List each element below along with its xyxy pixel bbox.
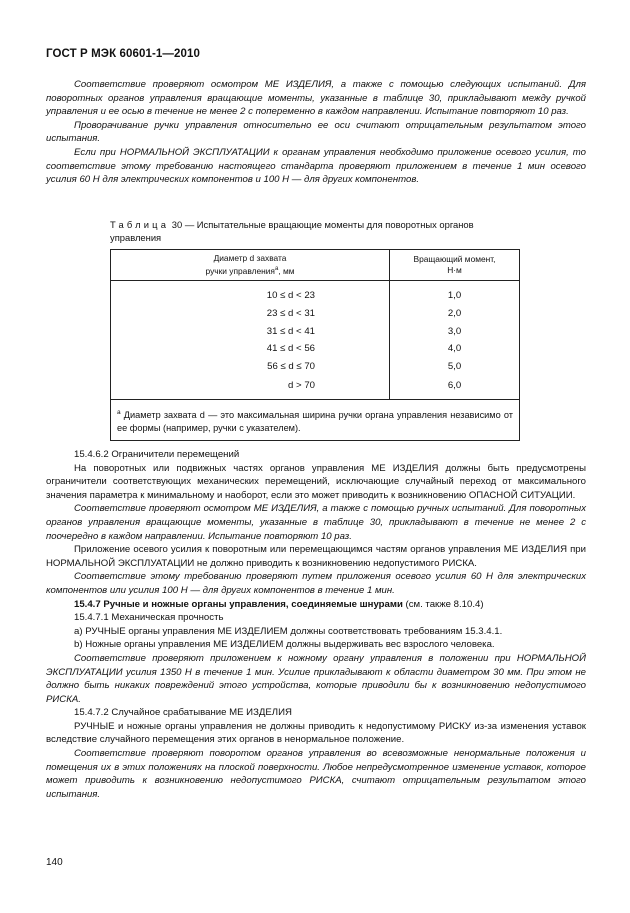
table-cell-torque: 5,0 (390, 358, 520, 376)
intro-section (46, 78, 586, 187)
table-header-diameter (111, 250, 390, 281)
table-row (111, 305, 520, 323)
table-cell-range: d > 70 (111, 375, 390, 400)
intro-paragraph-3: Если при НОРМАЛЬНОЙ ЭКСПЛУАТАЦИИ к органам управления необходимо приложение осевого усилия, то соответствие этому требованию настоящего стандарта проверяют приложением в течение 1 мин осевого усилия 60 Н для электрических компонентов и 100 Н — для других компонентов. (46, 146, 586, 186)
section-paragraph: На поворотных или подвижных частях органов управления МЕ ИЗДЕЛИЯ должны быть предусмотрены ограничители соответствующих механических перемещений, исключающие случайный переход от максимального значения параметра к минимальному и наоборот, если это может приводить к возникновению ОПАСНОЙ СИТУАЦИИ. (46, 462, 586, 501)
footnote-text: Диаметр захвата d — это максимальная ширина ручки органа управления независимо от ее формы (например, ручки с указателем). (117, 410, 513, 434)
page-number: 140 (46, 857, 63, 868)
table-caption-text: 30 — Испытательные вращающие моменты для поворотных органов управления (110, 219, 474, 243)
heading-bold-text: 15.4.7 Ручные и ножные органы управления, соединяемые шнурами (74, 598, 403, 610)
table-row (111, 358, 520, 376)
table-cell-torque: 1,0 (390, 281, 520, 306)
section-paragraph: Соответствие проверяют осмотром МЕ ИЗДЕЛИЯ, а также с помощью ручных испытаний. Для поворотных органов управления вращающие моменты, указанные в таблице 30, прикладывают в течение не менее 2 с поочередно в каждом направлении. Испытание повторяют 10 раз. (46, 503, 586, 542)
table-footnote (111, 400, 520, 441)
list-item-b: b) Ножные органы управления МЕ ИЗДЕЛИЕМ должны выдерживать вес взрослого человека. (74, 639, 495, 651)
header-torque-line1: Вращающий момент, (413, 253, 496, 264)
table-row (111, 281, 520, 306)
table-cell-range: 56 ≤ d ≤ 70 (111, 358, 390, 376)
section-paragraph: Соответствие проверяют приложением к ножному органу управления в положении при НОРМАЛЬНОЙ ЭКСПЛУАТАЦИИ усилия 1350 Н в течение 1 мин. Усилие прикладывают к области диаметром 30 мм. При этом не должно быть никаких повреждений этого устройства, которые приводили бы к возникновению недопустимого РИСКА. (46, 652, 586, 705)
table-caption-label: Таблица (110, 219, 170, 230)
table-cell-range: 23 ≤ d < 31 (111, 305, 390, 323)
table-cell-torque: 4,0 (390, 340, 520, 358)
table-row (111, 323, 520, 341)
table-cell-range: 10 ≤ d < 23 (111, 281, 390, 306)
section-paragraph: Соответствие проверяют поворотом органов управления во всевозможные ненормальные положения и помещения их в этих положениях на плоской поверхности. Любое непредусмотренное изменение уставок, которое может приводить к возникновению недопустимого РИСКА, считают отрицательным результатом этого испытания. (46, 748, 586, 800)
section-heading-15-4-7-2: 15.4.7.2 Случайное срабатывание МЕ ИЗДЕЛИЯ (74, 707, 292, 719)
table-cell-range: 41 ≤ d < 56 (111, 340, 390, 358)
table-header-torque (390, 250, 520, 281)
heading-reference: (см. также 8.10.4) (402, 598, 484, 610)
section-heading-15-4-7 (46, 598, 586, 612)
table-row (111, 340, 520, 358)
list-item-a: a) РУЧНЫЕ органы управления МЕ ИЗДЕЛИЕМ должны соответствовать требованиям 15.3.4.1. (74, 625, 503, 637)
header-torque-line2: Н·м (447, 265, 462, 275)
header-diameter-line1: Диаметр d захвата (213, 252, 287, 263)
intro-paragraph-1: Соответствие проверяют осмотром МЕ ИЗДЕЛИЯ, а также с помощью следующих испытаний. Для поворотных органов управления вращающие моменты, указанные в таблице 30, прикладывают между ручкой управления и ее осью в течение не менее 2 с попеременно в каждом направлении. Испытание повторяют 10 раз. (46, 79, 586, 118)
header-diameter-unit: , мм (278, 265, 295, 276)
table-footnote-row (111, 400, 520, 441)
section-heading-15-4-7-1: 15.4.7.1 Механическая прочность (74, 612, 224, 624)
section-paragraph: Приложение осевого усилия к поворотным или перемещающимся частям органов управления МЕ ИЗДЕЛИЯ при НОРМАЛЬНОЙ ЭКСПЛУАТАЦИИ не должно приводить к возникновению недопустимого РИСКА. (46, 544, 586, 569)
table-caption (110, 219, 522, 244)
footnote-mark: a (117, 409, 121, 416)
section-paragraph: РУЧНЫЕ и ножные органы управления не должны приводить к недопустимому РИСКУ из-за изменения уставок вследствие случайного перемещения этих органов в ненормальное положение. (46, 720, 586, 746)
table-cell-torque: 6,0 (390, 375, 520, 400)
table-cell-torque: 3,0 (390, 323, 520, 341)
table-cell-torque: 2,0 (390, 305, 520, 323)
table-header-row (111, 250, 520, 281)
main-body (46, 448, 586, 801)
torque-table (110, 249, 520, 441)
header-diameter-line2: ручки управления (205, 265, 275, 276)
section-heading-15-4-6-2: 15.4.6.2 Ограничители перемещений (74, 449, 240, 460)
table-cell-range: 31 ≤ d < 41 (111, 323, 390, 341)
document-header: ГОСТ Р МЭК 60601-1—2010 (46, 48, 200, 60)
section-paragraph: Соответствие этому требованию проверяют путем приложения осевого усилия 60 Н для электрических компонентов или усилия 100 Н — для других компонентов в течение 1 мин. (46, 571, 586, 596)
intro-paragraph-2: Проворачивание ручки управления относительно ее оси считают отрицательным результатом этого испытания. (46, 119, 586, 145)
table-row (111, 375, 520, 400)
header-footnote-mark: a (274, 266, 279, 273)
